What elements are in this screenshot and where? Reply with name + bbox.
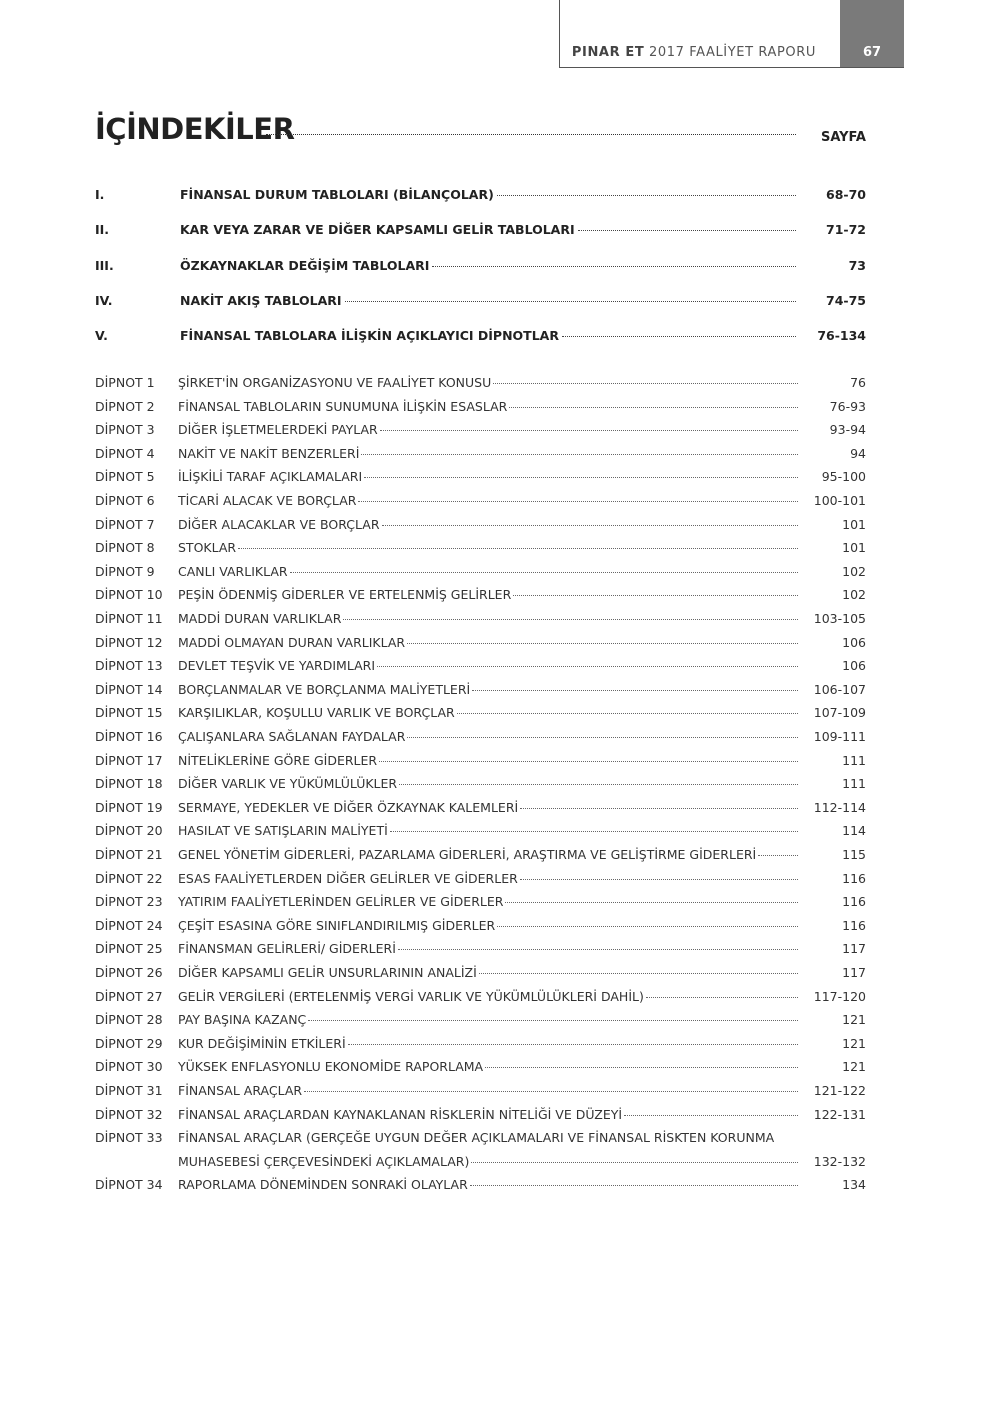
note-page: 114 bbox=[842, 823, 866, 839]
dot-leader bbox=[377, 666, 798, 667]
dot-leader bbox=[382, 525, 798, 526]
toc-note-row[interactable] bbox=[95, 635, 866, 655]
note-page: 100-101 bbox=[813, 493, 866, 508]
dot-leader bbox=[520, 808, 798, 809]
note-number: DİPNOT 30 bbox=[95, 1059, 163, 1075]
note-number: DİPNOT 2 bbox=[95, 398, 155, 414]
note-page: 122-131 bbox=[813, 1106, 866, 1122]
note-title bbox=[178, 918, 798, 933]
note-page: 94 bbox=[850, 445, 866, 461]
toc-section-row[interactable] bbox=[95, 293, 866, 313]
note-title bbox=[178, 1036, 798, 1051]
section-title bbox=[180, 222, 796, 237]
toc-note-row[interactable] bbox=[95, 800, 866, 820]
section-title-text: FİNANSAL TABLOLARA İLİŞKİN AÇIKLAYICI DİPNOTLAR bbox=[180, 328, 559, 343]
note-page: 121 bbox=[842, 1012, 866, 1028]
note-page: 117 bbox=[842, 941, 866, 957]
note-title-text: STOKLAR bbox=[178, 540, 237, 556]
note-page: 121 bbox=[842, 1059, 866, 1075]
dot-leader bbox=[578, 230, 796, 231]
note-title bbox=[178, 587, 798, 602]
note-title-text: PAY BAŞINA KAZANÇ bbox=[178, 1012, 307, 1028]
note-title: FİNANSAL ARAÇLAR (GERÇEĞE UYGUN DEĞER AÇIKLAMALARI VE FİNANSAL RİSKTEN KORUNMA bbox=[178, 1130, 775, 1146]
section-number: IV. bbox=[95, 293, 113, 308]
note-title bbox=[178, 399, 798, 414]
note-number: DİPNOT 5 bbox=[95, 469, 155, 485]
note-title-text: NİTELİKLERİNE GÖRE GİDERLER bbox=[178, 752, 378, 768]
note-title-text: DİĞER VARLIK VE YÜKÜMLÜLÜKLER bbox=[178, 776, 398, 792]
note-title bbox=[178, 1177, 798, 1192]
note-page: 116 bbox=[842, 917, 866, 933]
dot-leader bbox=[358, 501, 798, 502]
note-title-text: BORÇLANMALAR VE BORÇLANMA MALİYETLERİ bbox=[178, 681, 471, 697]
toc-note-row[interactable] bbox=[95, 540, 866, 560]
dot-leader bbox=[562, 336, 796, 337]
toc-section-row[interactable] bbox=[95, 187, 866, 207]
dot-leader bbox=[348, 1044, 798, 1045]
toc-note-row[interactable] bbox=[95, 1177, 866, 1197]
note-title bbox=[178, 375, 798, 390]
note-number: DİPNOT 17 bbox=[95, 752, 163, 768]
note-title-text: GELİR VERGİLERİ (ERTELENMİŞ VERGİ VARLIK VE YÜKÜMLÜLÜKLERİ DAHİL) bbox=[178, 988, 644, 1004]
dot-leader bbox=[520, 879, 798, 880]
note-number: DİPNOT 32 bbox=[95, 1106, 163, 1122]
note-title-text: MADDİ OLMAYAN DURAN VARLIKLAR bbox=[178, 634, 406, 650]
toc-note-row[interactable] bbox=[95, 918, 866, 938]
toc-note-row[interactable] bbox=[95, 446, 866, 466]
note-page: 112-114 bbox=[813, 799, 866, 815]
note-page: 95-100 bbox=[821, 469, 866, 485]
note-number: DİPNOT 16 bbox=[95, 729, 163, 744]
note-page: 134 bbox=[842, 1177, 866, 1193]
toc-note-row[interactable] bbox=[95, 1083, 866, 1103]
section-page: 74-75 bbox=[826, 293, 866, 308]
note-number: DİPNOT 22 bbox=[95, 870, 163, 886]
note-title bbox=[178, 753, 798, 768]
toc-note-row[interactable] bbox=[95, 493, 866, 513]
dot-leader bbox=[290, 572, 798, 573]
note-number: DİPNOT 9 bbox=[95, 563, 155, 579]
note-title bbox=[178, 493, 798, 508]
note-title bbox=[178, 540, 798, 555]
note-title bbox=[178, 1059, 798, 1074]
toc-note-row[interactable] bbox=[95, 705, 866, 725]
note-title bbox=[178, 941, 798, 956]
toc-note-row[interactable] bbox=[95, 871, 866, 891]
section-page: 73 bbox=[848, 258, 866, 273]
note-number: DİPNOT 26 bbox=[95, 965, 163, 980]
note-title-text: DİĞER KAPSAMLI GELİR UNSURLARININ ANALİZİ bbox=[178, 965, 477, 980]
section-title-text: FİNANSAL DURUM TABLOLARI (BİLANÇOLAR) bbox=[180, 187, 494, 202]
note-number: DİPNOT 24 bbox=[95, 917, 163, 933]
note-number: DİPNOT 14 bbox=[95, 681, 163, 697]
dot-leader bbox=[471, 1162, 798, 1163]
note-title-text: İLİŞKİLİ TARAF AÇIKLAMALARI bbox=[178, 469, 363, 485]
toc-section-row[interactable] bbox=[95, 328, 866, 348]
note-title-text: MUHASEBESİ ÇERÇEVESİNDEKİ AÇIKLAMALAR) bbox=[178, 1153, 470, 1169]
note-page: 76 bbox=[850, 375, 866, 390]
note-title-text: KUR DEĞİŞİMİNİN ETKİLERİ bbox=[178, 1035, 346, 1051]
note-title-text: GENEL YÖNETİM GİDERLERİ, PAZARLAMA GİDERLERİ, ARAŞTIRMA VE GELİŞTİRME GİDERLERİ bbox=[178, 847, 757, 862]
section-page: 68-70 bbox=[826, 187, 866, 202]
note-page: 117 bbox=[842, 965, 866, 980]
toc-note-row[interactable] bbox=[95, 517, 866, 537]
note-title bbox=[178, 635, 798, 650]
note-title-text: YATIRIM FAALİYETLERİNDEN GELİRLER VE GİDERLER bbox=[178, 894, 504, 910]
note-title-text: ŞİRKET'İN ORGANİZASYONU VE FAALİYET KONUSU bbox=[178, 375, 492, 390]
dot-leader bbox=[497, 926, 798, 927]
dot-leader bbox=[407, 737, 798, 738]
toc-note-row[interactable] bbox=[95, 1036, 866, 1056]
note-number: DİPNOT 27 bbox=[95, 988, 163, 1004]
note-number: DİPNOT 34 bbox=[95, 1177, 163, 1193]
dot-leader bbox=[390, 831, 798, 832]
toc-note-row-continuation[interactable] bbox=[95, 1154, 866, 1174]
section-page: 71-72 bbox=[826, 222, 866, 237]
note-title-text: KARŞILIKLAR, KOŞULLU VARLIK VE BORÇLAR bbox=[178, 705, 455, 721]
dot-leader bbox=[380, 430, 798, 431]
toc-note-row[interactable] bbox=[95, 1059, 866, 1079]
note-title-text: FİNANSAL TABLOLARIN SUNUMUNA İLİŞKİN ESASLAR bbox=[178, 398, 508, 414]
dot-leader bbox=[513, 595, 798, 596]
note-title bbox=[178, 871, 798, 886]
note-page: 93-94 bbox=[829, 422, 866, 438]
header-brand: PINAR ET bbox=[571, 45, 645, 60]
section-title-text: KAR VEYA ZARAR VE DİĞER KAPSAMLI GELİR TABLOLARI bbox=[180, 222, 575, 237]
dot-leader bbox=[364, 477, 798, 478]
dot-leader bbox=[407, 643, 798, 644]
note-number: DİPNOT 13 bbox=[95, 658, 163, 674]
dot-leader bbox=[432, 266, 796, 267]
note-title-text: FİNANSMAN GELİRLERİ/ GİDERLERİ bbox=[178, 941, 396, 957]
note-page: 111 bbox=[842, 776, 866, 792]
note-title-text: NAKİT VE NAKİT BENZERLERİ bbox=[178, 445, 360, 461]
note-number: DİPNOT 31 bbox=[95, 1083, 163, 1098]
section-page: 76-134 bbox=[817, 328, 866, 343]
dot-leader bbox=[479, 973, 798, 974]
note-number: DİPNOT 29 bbox=[95, 1035, 163, 1051]
dot-leader bbox=[379, 761, 798, 762]
dot-leader bbox=[472, 690, 798, 691]
toc-note-row[interactable] bbox=[95, 823, 866, 843]
toc-note-row[interactable] bbox=[95, 564, 866, 584]
note-page: 121 bbox=[842, 1035, 866, 1051]
note-title bbox=[178, 776, 798, 791]
note-title bbox=[178, 611, 798, 626]
note-number: DİPNOT 8 bbox=[95, 540, 155, 556]
dot-leader bbox=[345, 301, 796, 302]
note-number: DİPNOT 11 bbox=[95, 611, 163, 626]
note-number: DİPNOT 28 bbox=[95, 1012, 163, 1028]
note-title-text: ESAS FAALİYETLERDEN DİĞER GELİRLER VE GİDERLER bbox=[178, 870, 518, 886]
note-title-text: DEVLET TEŞVİK VE YARDIMLARI bbox=[178, 658, 376, 674]
note-number: DİPNOT 20 bbox=[95, 823, 163, 839]
dot-leader bbox=[497, 195, 796, 196]
note-page: 106-107 bbox=[813, 681, 866, 697]
note-page: 109-111 bbox=[813, 729, 866, 744]
toc-note-row[interactable] bbox=[95, 658, 866, 678]
note-title bbox=[178, 1012, 798, 1027]
toc-note-row[interactable] bbox=[95, 399, 866, 419]
note-title-text: RAPORLAMA DÖNEMİNDEN SONRAKİ OLAYLAR bbox=[178, 1177, 468, 1193]
note-number: DİPNOT 21 bbox=[95, 847, 163, 862]
dot-leader bbox=[304, 1091, 798, 1092]
note-title-text: FİNANSAL ARAÇLAR bbox=[178, 1083, 303, 1098]
toc-note-row[interactable] bbox=[95, 682, 866, 702]
note-number: DİPNOT 12 bbox=[95, 634, 163, 650]
section-title-text: NAKİT AKIŞ TABLOLARI bbox=[180, 293, 342, 308]
dot-leader bbox=[238, 548, 798, 549]
note-page: 117-120 bbox=[813, 988, 866, 1004]
toc-note-row[interactable] bbox=[95, 1012, 866, 1032]
section-title bbox=[180, 187, 796, 202]
note-title-text: TİCARİ ALACAK VE BORÇLAR bbox=[178, 493, 357, 508]
section-number: III. bbox=[95, 258, 114, 273]
note-page: 101 bbox=[842, 540, 866, 556]
note-title bbox=[178, 564, 798, 579]
toc-note-row[interactable] bbox=[95, 989, 866, 1009]
note-title-text: ÇALIŞANLARA SAĞLANAN FAYDALAR bbox=[178, 729, 406, 744]
note-number: DİPNOT 23 bbox=[95, 894, 163, 910]
note-title-text: PEŞİN ÖDENMİŞ GİDERLER VE ERTELENMİŞ GELİRLER bbox=[178, 587, 512, 603]
note-page: 116 bbox=[842, 894, 866, 910]
note-page: 115 bbox=[842, 847, 866, 862]
dot-leader bbox=[361, 454, 798, 455]
section-number: I. bbox=[95, 187, 105, 202]
note-title bbox=[178, 894, 798, 909]
toc-note-row[interactable] bbox=[95, 941, 866, 961]
page-number-box bbox=[840, 0, 904, 67]
note-page: 102 bbox=[842, 563, 866, 579]
toc-section-row[interactable] bbox=[95, 258, 866, 278]
note-title bbox=[178, 469, 798, 484]
toc-note-row[interactable] bbox=[95, 965, 866, 985]
note-number: DİPNOT 7 bbox=[95, 516, 155, 532]
note-title bbox=[178, 446, 798, 461]
note-title-text: MADDİ DURAN VARLIKLAR bbox=[178, 611, 342, 626]
note-title-text: FİNANSAL ARAÇLARDAN KAYNAKLANAN RİSKLERİN NİTELİĞİ VE DÜZEYİ bbox=[178, 1106, 623, 1122]
dot-leader bbox=[470, 1185, 798, 1186]
toc-note-row[interactable] bbox=[95, 1107, 866, 1127]
note-title-text: CANLI VARLIKLAR bbox=[178, 563, 288, 579]
note-page: 101 bbox=[842, 516, 866, 532]
section-title bbox=[180, 328, 796, 343]
dot-leader bbox=[398, 949, 798, 950]
note-page: 116 bbox=[842, 870, 866, 886]
toc-note-row[interactable] bbox=[95, 422, 866, 442]
note-page: 111 bbox=[842, 752, 866, 768]
dot-leader bbox=[343, 619, 798, 620]
note-page: 106 bbox=[842, 658, 866, 674]
dot-leader bbox=[493, 383, 798, 384]
section-number: V. bbox=[95, 328, 108, 343]
note-title-text: DİĞER ALACAKLAR VE BORÇLAR bbox=[178, 516, 380, 532]
note-page: 121-122 bbox=[813, 1083, 866, 1098]
section-title bbox=[180, 293, 796, 308]
dot-leader bbox=[308, 1020, 798, 1021]
note-number: DİPNOT 33 bbox=[95, 1130, 163, 1146]
dot-leader bbox=[624, 1115, 798, 1116]
note-title bbox=[178, 847, 798, 862]
section-title bbox=[180, 258, 796, 273]
toc-note-row[interactable] bbox=[95, 611, 866, 631]
note-title bbox=[178, 658, 798, 673]
note-title bbox=[178, 517, 798, 532]
toc-note-row[interactable] bbox=[95, 729, 866, 749]
toc-note-row[interactable] bbox=[95, 1130, 866, 1150]
dot-leader bbox=[758, 855, 798, 856]
section-title-text: ÖZKAYNAKLAR DEĞİŞİM TABLOLARI bbox=[180, 258, 430, 273]
note-page: 102 bbox=[842, 587, 866, 603]
page-title: İÇİNDEKİLER bbox=[95, 112, 295, 146]
page-number: 67 bbox=[862, 45, 882, 60]
note-title bbox=[178, 1107, 798, 1122]
dot-leader bbox=[485, 1067, 798, 1068]
dot-leader bbox=[646, 997, 798, 998]
note-title-text: HASILAT VE SATIŞLARIN MALİYETİ bbox=[178, 823, 388, 839]
note-page: 132-132 bbox=[813, 1153, 866, 1169]
note-title-text: DİĞER İŞLETMELERDEKİ PAYLAR bbox=[178, 422, 378, 438]
note-title bbox=[178, 965, 798, 980]
note-page: 76-93 bbox=[829, 398, 866, 414]
header-subtitle: 2017 FAALİYET RAPORU bbox=[649, 45, 816, 60]
note-title bbox=[178, 729, 798, 744]
note-title-continuation bbox=[178, 1154, 798, 1169]
toc-note-row[interactable] bbox=[95, 469, 866, 489]
note-page: 106 bbox=[842, 634, 866, 650]
note-number: DİPNOT 1 bbox=[95, 375, 155, 390]
dot-leader bbox=[505, 902, 798, 903]
note-title bbox=[178, 823, 798, 838]
toc-note-row[interactable] bbox=[95, 587, 866, 607]
note-title-text: SERMAYE, YEDEKLER VE DİĞER ÖZKAYNAK KALEMLERİ bbox=[178, 799, 519, 815]
note-title bbox=[178, 989, 798, 1004]
dot-leader bbox=[509, 407, 798, 408]
section-number: II. bbox=[95, 222, 110, 237]
note-number: DİPNOT 19 bbox=[95, 799, 163, 815]
dot-leader bbox=[399, 784, 798, 785]
note-page: 107-109 bbox=[813, 705, 866, 721]
note-number: DİPNOT 6 bbox=[95, 493, 155, 508]
page-column-label: SAYFA bbox=[820, 130, 866, 145]
report-title bbox=[572, 45, 816, 60]
note-title-text: YÜKSEK ENFLASYONLU EKONOMİDE RAPORLAMA bbox=[178, 1059, 484, 1075]
note-title bbox=[178, 800, 798, 815]
note-page: 103-105 bbox=[813, 611, 866, 626]
note-number: DİPNOT 15 bbox=[95, 705, 163, 721]
note-title bbox=[178, 1083, 798, 1098]
note-title bbox=[178, 422, 798, 437]
note-number: DİPNOT 18 bbox=[95, 776, 163, 792]
note-title bbox=[178, 705, 798, 720]
toc-note-row[interactable] bbox=[95, 847, 866, 867]
page-header bbox=[559, 0, 904, 68]
title-dot-leader bbox=[266, 134, 796, 135]
note-number: DİPNOT 10 bbox=[95, 587, 163, 603]
dot-leader bbox=[457, 713, 798, 714]
toc-section-row[interactable] bbox=[95, 222, 866, 242]
toc-note-row[interactable] bbox=[95, 375, 866, 395]
toc-note-row[interactable] bbox=[95, 776, 866, 796]
note-title bbox=[178, 682, 798, 697]
note-number: DİPNOT 25 bbox=[95, 941, 163, 957]
toc-note-row[interactable] bbox=[95, 753, 866, 773]
toc-note-row[interactable] bbox=[95, 894, 866, 914]
note-number: DİPNOT 4 bbox=[95, 445, 155, 461]
note-number: DİPNOT 3 bbox=[95, 422, 155, 438]
note-title-text: ÇEŞİT ESASINA GÖRE SINIFLANDIRILMIŞ GİDERLER bbox=[178, 917, 496, 933]
